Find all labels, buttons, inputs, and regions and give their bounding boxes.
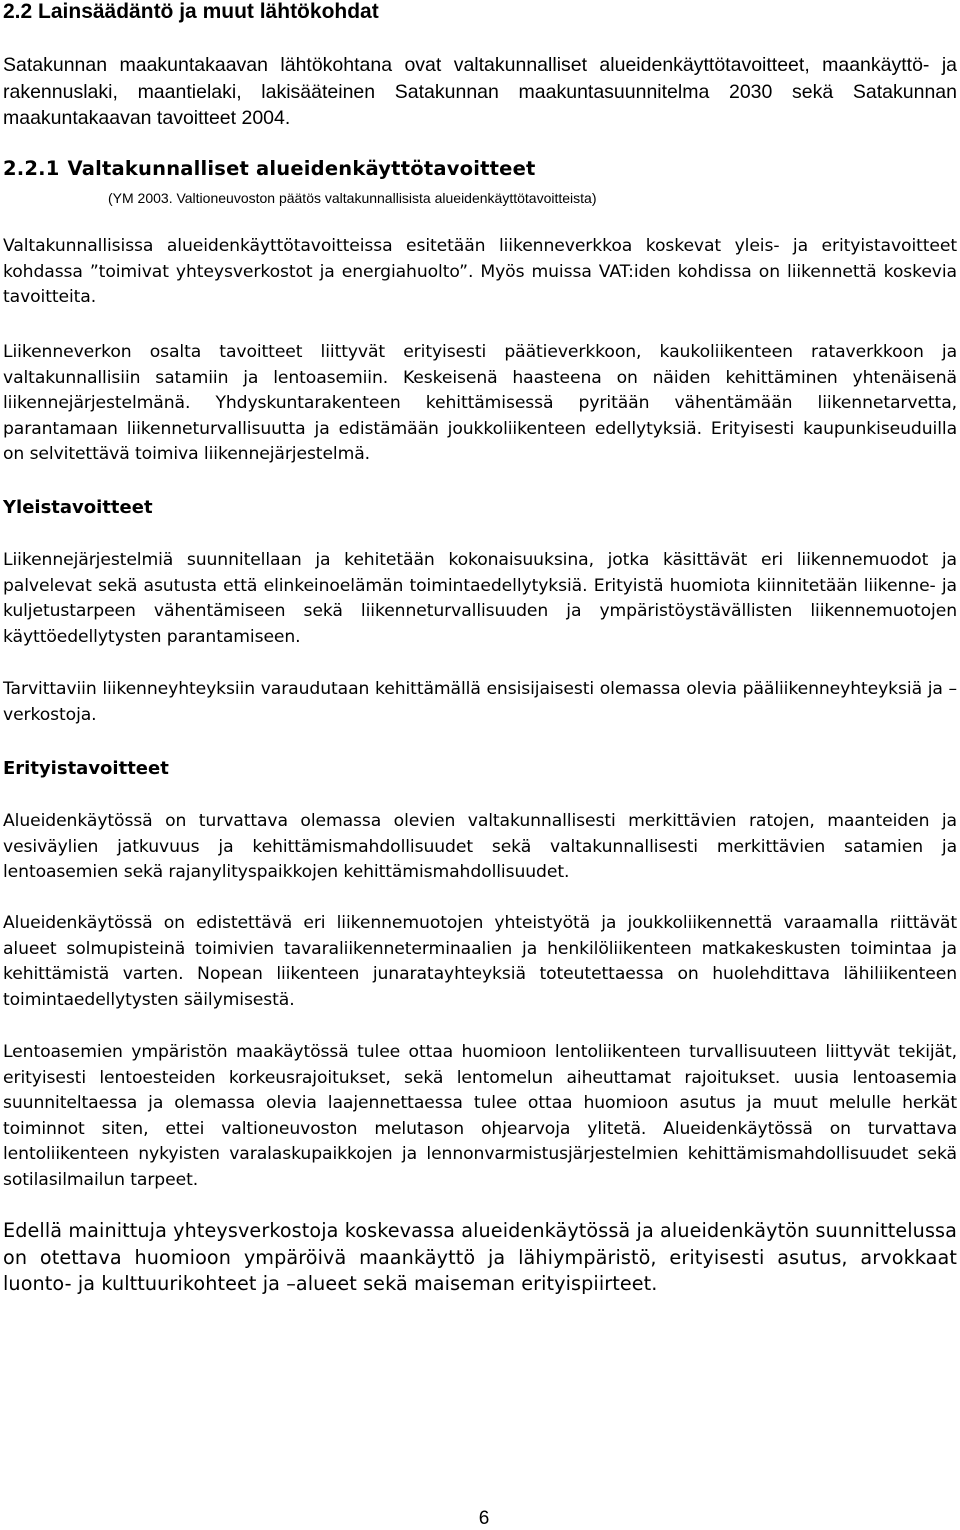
- subsection-number: 2.2.1: [3, 157, 60, 180]
- paragraph-erityis-2: Alueidenkäytössä on edistettävä eri liikennemuotojen yhteistyötä ja joukkoliikennettä varaamalla riittävät alueet solmupisteinä toimivien tavaraliikenneterminaalien ja henkilöliikenteen matkakeskusten toimintaa ja kehittämistä varten. Nopean liikenteen junaratayhteyksiä toteutettaessa on huolehdittava lähiliikenteen toimintaedellytysten säilymisestä.: [3, 913, 957, 1010]
- paragraph-yleis-2: Tarvittaviin liikenneyhteyksiin varaudutaan kehittämällä ensisijaisesti olemassa olevia pääliikenneyhteyksiä ja –verkostoja.: [3, 679, 957, 725]
- paragraph-erityis-4: Edellä mainittuja yhteysverkostoja koskevassa alueidenkäytössä ja alueidenkäytön suunnittelussa on otettava huomioon ympäröivä maankäyttö ja lähiympäristö, erityisesti asutus, arvokkaat luonto- ja kulttuurikohteet ja –alueet sekä maiseman erityispiirteet.: [3, 1219, 957, 1295]
- paragraph-yleis-1: Liikennejärjestelmiä suunnitellaan ja kehitetään kokonaisuuksina, jotka käsittävät eri liikennemuodot ja palvelevat sekä asutusta että elinkeinoelämän toimintaedellytyksiä. Erityistä huomiota kiinnitetään liikenne- ja kuljetustarpeen vähentämiseen sekä liikenneturvallisuuden ja ympäristöystävällisten liikennemuotojen käyttöedellytysten parantamiseen.: [3, 550, 957, 647]
- subsection-title: Valtakunnalliset alueidenkäyttötavoitteet: [67, 157, 536, 180]
- paragraph-erityis-3: Lentoasemien ympäristön maakäytössä tulee ottaa huomioon lentoliikenteen turvallisuuteen liittyvät tekijät, erityisesti lentoesteiden korkeusrajoitukset, sekä lentomelun aiheuttamat rajoitukset. uusia lentoasemia suunniteltaessa ja olemassa olevia laajennettaessa tulee ottaa huomioon asutus ja muut melulle herkät toiminnot siten, ettei valtioneuvoston melutason ohjearvoja ylitetä. Alueidenkäytössä on turvattava lentoliikenteen nykyisten varalaskupaikkojen ja lennonvarmistusjärjestelmien kehittämismahdollisuudet sekä sotilasilmailun tarpeet.: [3, 1042, 957, 1190]
- heading-erityistavoitteet: Erityistavoitteet: [3, 758, 169, 779]
- page-number: 6: [478, 1508, 490, 1529]
- intro-paragraph: Satakunnan maakuntakaavan lähtökohtana ovat valtakunnalliset alueidenkäyttötavoitteet, maankäyttö- ja rakennuslaki, maantielaki, lakisääteinen Satakunnan maakuntasuunnitelma 2030 sekä Satakunnan maakuntakaavan tavoitteet 2004.: [3, 54, 957, 129]
- section-heading: 2.2 Lainsäädäntö ja muut lähtökohdat: [3, 0, 379, 23]
- paragraph-erityis-1: Alueidenkäytössä on turvattava olemassa olevien valtakunnallisesti merkittävien ratojen, maanteiden ja vesiväylien jatkuvuus ja kehittämismahdollisuudet sekä valtakunnallisesti merkittävien satamien ja lentoasemien sekä rajanylityspaikkojen kehittämismahdollisuudet.: [3, 811, 957, 882]
- source-citation: (YM 2003. Valtioneuvoston päätös valtakunnallisista alueidenkäyttötavoitteista): [108, 190, 597, 206]
- paragraph-vat-intro: Valtakunnallisissa alueidenkäyttötavoitteissa esitetään liikenneverkkoa koskevat yleis- ja erityistavoitteet kohdassa ”toimivat yhteysverkostot ja energiahuolto”. Myös muissa VAT:iden kohdissa on liikennettä koskevia tavoitteita.: [3, 236, 957, 307]
- subsection-heading: [3, 157, 957, 181]
- paragraph-liikenneverkko: Liikenneverkon osalta tavoitteet liittyvät erityisesti päätieverkkoon, kaukoliikenteen rataverkkoon ja valtakunnallisiin satamiin ja lentoasemiin. Keskeisenä haasteena on näiden kehittäminen yhtenäisenä liikennejärjestelmänä. Yhdyskuntarakenteen kehittämisessä pyritään vähentämään liikennetarvetta, parantamaan liikenneturvallisuutta ja edistämään joukkoliikenteen edellytyksiä. Erityisesti kaupunkiseuduilla on selvitettävä toimiva liikennejärjestelmä.: [3, 342, 957, 464]
- heading-yleistavoitteet: Yleistavoitteet: [3, 497, 153, 518]
